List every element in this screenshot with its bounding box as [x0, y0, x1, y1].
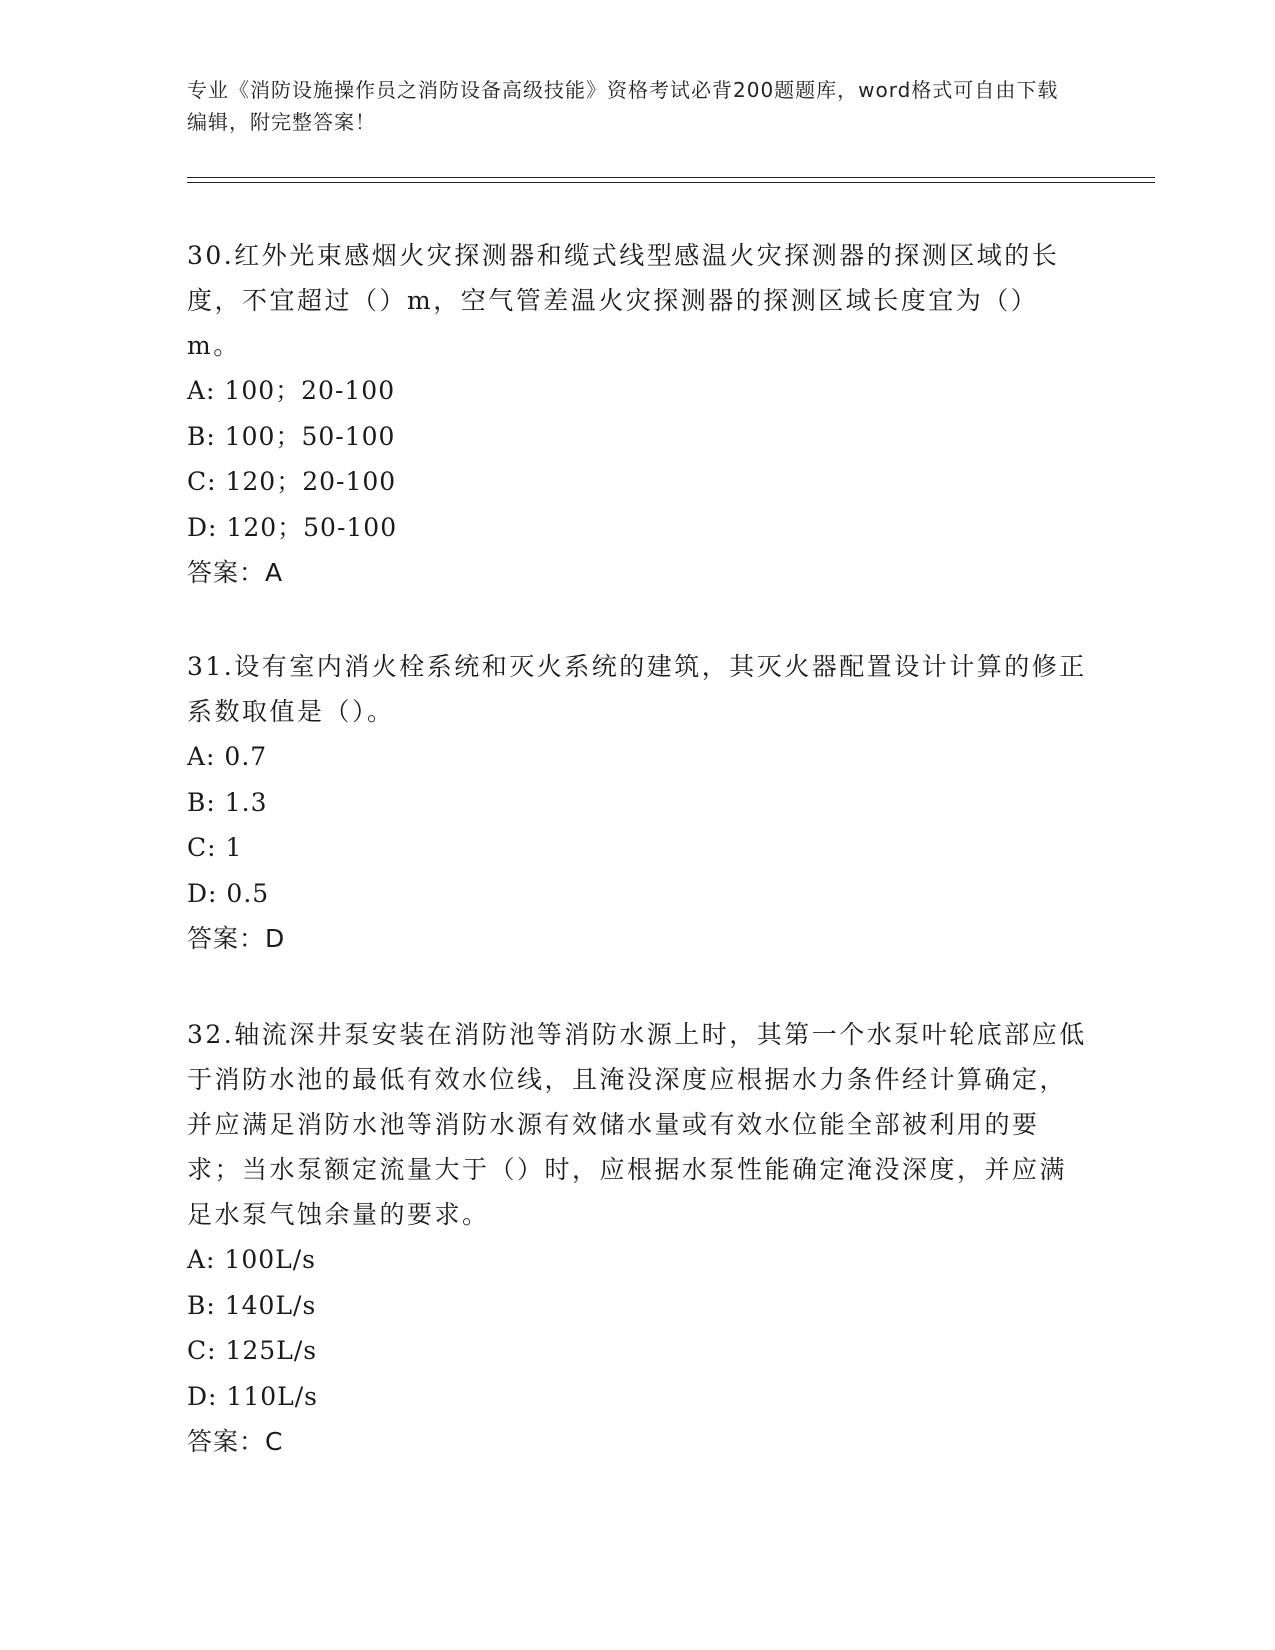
question-stem: 30.红外光束感烟火灾探测器和缆式线型感温火灾探测器的探测区域的长度，不宜超过（）m，空气管差温火灾探测器的探测区域长度宜为（）m。 [187, 241, 1060, 360]
answer: 答案：A [187, 558, 284, 587]
option-d: D: 0.5 [187, 878, 270, 908]
document-header: 专业《消防设施操作员之消防设备高级技能》资格考试必背200题题库，word格式可自由下载编辑，附完整答案！ [187, 78, 1059, 134]
option-a: A: 0.7 [187, 742, 268, 771]
question-stem: 32.轴流深井泵安装在消防池等消防水源上时，其第一个水泵叶轮底部应低于消防水池的最低有效水位线，且淹没深度应根据水力条件经计算确定，并应满足消防水池等消防水源有效储水量或有效水位能全部被利用的要求；当水泵额定流量大于（）时，应根据水泵性能确定淹没深度，并应满足水泵气蚀余量的要求。 [187, 1020, 1087, 1229]
question-stem: 31.设有室内消火栓系统和灭火系统的建筑，其灭火器配置设计计算的修正系数取值是（）。 [187, 652, 1087, 726]
header-rule-bottom [187, 182, 1155, 183]
question-32 [187, 1012, 1087, 1465]
option-d: D: 110L/s [187, 1381, 318, 1411]
question-30 [187, 233, 1087, 596]
option-c: C: 125L/s [187, 1336, 318, 1365]
answer: 答案：C [187, 1427, 284, 1456]
option-a: A: 100；20-100 [187, 376, 396, 405]
option-a: A: 100L/s [187, 1245, 316, 1274]
option-d: D: 120；50-100 [187, 512, 398, 542]
option-c: C: 1 [187, 833, 243, 862]
option-b: B: 140L/s [187, 1290, 317, 1320]
answer: 答案：D [187, 924, 286, 953]
option-b: B: 100；50-100 [187, 421, 396, 451]
option-b: B: 1.3 [187, 787, 268, 817]
question-31 [187, 644, 1087, 962]
option-c: C: 120；20-100 [187, 467, 397, 496]
header-rule-top [187, 177, 1155, 178]
